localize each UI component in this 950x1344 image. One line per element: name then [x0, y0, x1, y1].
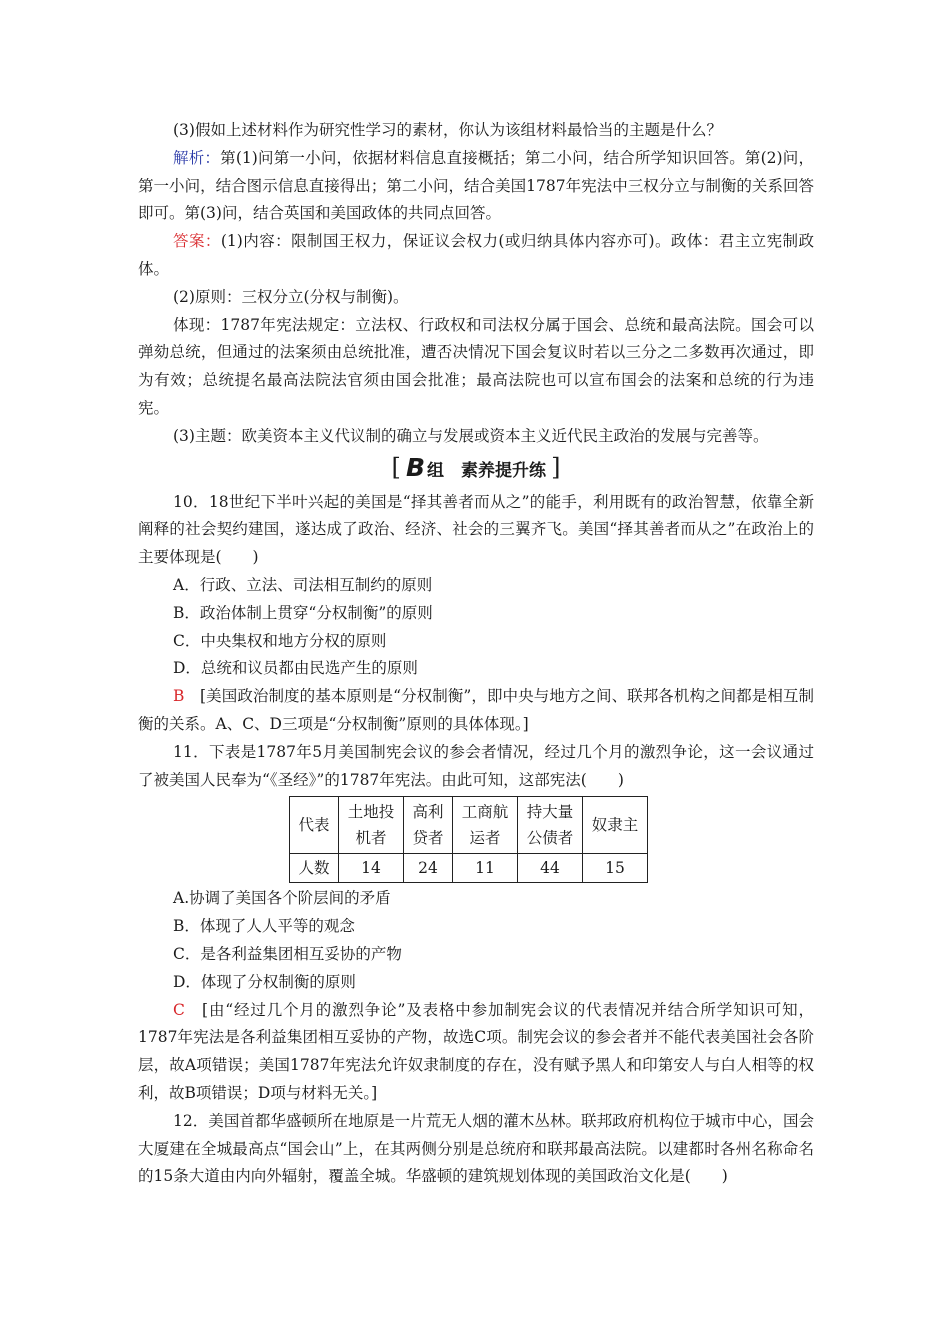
q11-option-b: B．体现了人人平等的观念: [173, 917, 355, 936]
header-line: 公债者: [526, 829, 574, 848]
q11-stem: 11．下表是1787年5月美国制宪会议的参会者情况，经过几个月的激烈争论，这一会议通过了被美国人民奉为“《圣经》”的1787年宪法。由此可知，这部宪法( ): [138, 742, 814, 789]
table-header-cell: [583, 797, 648, 854]
analysis-text: 第(1)问第一小问，依据材料信息直接概括；第二小问，结合所学知识回答。第(2)问，第一小问，结合图示信息直接得出；第二小问，结合美国1787年宪法中三权分立与制衡的关系回答即可。第(3)问，结合英国和美国政体的共同点回答。: [138, 148, 814, 223]
analysis-label: 解析：: [173, 148, 221, 167]
table-cell: 14: [339, 854, 404, 883]
q10-stem: 10．18世纪下半叶兴起的美国是“择其善者而从之”的能手，利用既有的政治智慧，依靠全新阐释的社会契约建国，遂达成了政治、经济、社会的三翼齐飞。美国“择其善者而从之”在政治上的主要体现是( ): [138, 492, 814, 567]
section-letter: B: [405, 452, 426, 482]
q9-answer-2: (2)原则：三权分立(分权与制衡)。: [173, 287, 409, 306]
q11-option-a: A.协调了美国各个阶层间的矛盾: [173, 889, 391, 908]
q10-option-c: C．中央集权和地方分权的原则: [173, 631, 387, 650]
q9-answer-2-detail: 体现：1787年宪法规定：立法权、行政权和司法权分属于国会、总统和最高法院。国会可以弹劾总统，但通过的法案须由总统批准，遭否决情况下国会复议时若以三分之二多数再次通过，即为有效；总统提名最高法院法官须由国会批准；最高法院也可以宣布国会的法案和总统的行为违宪。: [138, 315, 814, 417]
q11-explanation: [138, 997, 814, 1108]
header-line: 代表: [298, 816, 330, 835]
table-cell: 15: [583, 854, 648, 883]
header-line: 工商航: [461, 803, 509, 822]
section-title: [406, 453, 546, 482]
header-line: 运者: [469, 829, 501, 848]
section-title-text: 组 素养提升练: [427, 460, 547, 481]
table-header-cell: [339, 797, 404, 854]
answer-label: 答案：: [173, 232, 221, 251]
q11-option-c: C．是各利益集团相互妥协的产物: [173, 944, 402, 963]
delegates-table: [289, 796, 648, 883]
section-heading: [138, 453, 814, 487]
header-line: 土地投: [347, 803, 395, 822]
header-line: 机者: [355, 829, 387, 848]
table-cell: 11: [453, 854, 518, 883]
table-header-cell: [290, 797, 339, 854]
q11-option-d: D．体现了分权制衡的原则: [173, 972, 356, 991]
table-cell: 24: [404, 854, 453, 883]
q10-option-d: D．总统和议员都由民选产生的原则: [173, 659, 418, 678]
q10-explanation: [138, 683, 814, 739]
q10-explanation-text: [美国政治制度的基本原则是“分权制衡”，即中央与地方之间、联邦各机构之间都是相互制衡的关系。A、C、D三项是“分权制衡”原则的具体体现。]: [138, 687, 814, 733]
section-bracket-left: [: [391, 453, 401, 482]
table-header-row: [290, 797, 648, 854]
q10-option-b: B．政治体制上贯穿“分权制衡”的原则: [173, 603, 433, 622]
header-line: 持大量: [526, 803, 574, 822]
q9-answer-1: [138, 228, 814, 284]
q11-answer-letter: C: [173, 1000, 185, 1019]
q10-option-a: A．行政、立法、司法相互制约的原则: [173, 575, 433, 594]
header-line: 高利: [412, 803, 444, 822]
table-header-cell: [518, 797, 583, 854]
content-column: [138, 117, 814, 1191]
q11-explanation-text: [由“经过几个月的激烈争论”及表格中参加制宪会议的代表情况并结合所学知识可知，1787年宪法是各利益集团相互妥协的产物，故选C项。制宪会议的参会者并不能代表美国社会各阶层，故A项错误；美国1787年宪法允许奴隶制度的存在，没有赋予黑人和印第安人与白人相等的权利，故B项错误；D项与材料无关。]: [138, 1000, 814, 1102]
header-line: 奴隶主: [591, 816, 639, 835]
table-cell: 44: [518, 854, 583, 883]
table-row: [290, 854, 648, 883]
q10-answer-letter: B: [173, 687, 185, 706]
q9-part3-question: (3)假如上述材料作为研究性学习的素材，你认为该组材料最恰当的主题是什么？: [173, 121, 722, 139]
table-header-cell: [404, 797, 453, 854]
table-header-cell: [453, 797, 518, 854]
q12-stem: 12．美国首都华盛顿所在地原是一片荒无人烟的灌木丛林。联邦政府机构位于城市中心，国会大厦建在全城最高点“国会山”上，在其两侧分别是总统府和联邦最高法院。以建都时各州名称命名的15条大道由内向外辐射，覆盖全城。华盛顿的建筑规划体现的美国政治文化是( ): [138, 1111, 814, 1186]
q9-analysis: [138, 145, 814, 228]
q9-answer-3: (3)主题：欧美资本主义代议制的确立与发展或资本主义近代民主政治的发展与完善等。: [173, 426, 769, 445]
header-line: 贷者: [412, 829, 444, 848]
answer-1-text: (1)内容：限制国王权力，保证议会权力(或归纳具体内容亦可)。政体：君主立宪制政体。: [138, 232, 814, 278]
section-bracket-right: ]: [551, 453, 561, 482]
table-cell: 人数: [290, 854, 339, 883]
